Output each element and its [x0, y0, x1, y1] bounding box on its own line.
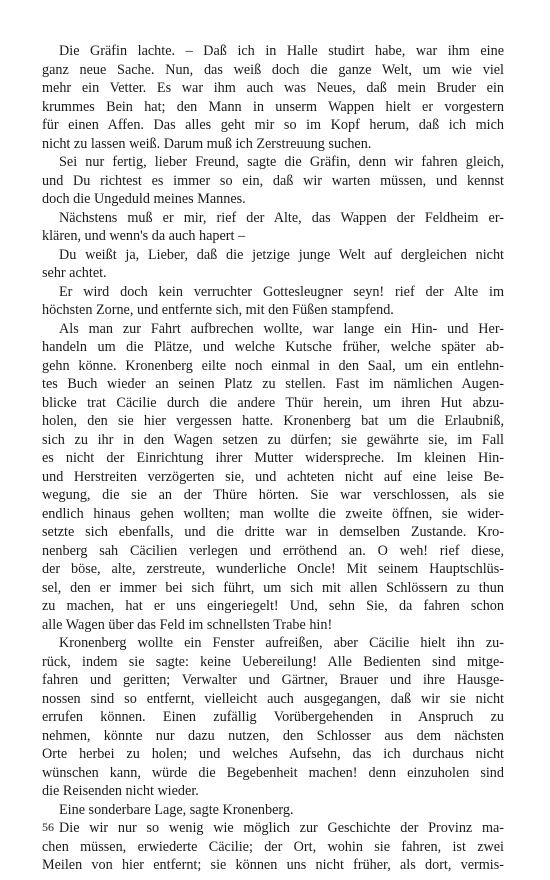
text-line: Kronenberg wollte ein Fenster aufreißen, aber Cäcilie hielt ihn zu- — [59, 635, 504, 651]
text-line: die Reisenden nicht wieder. — [42, 783, 199, 799]
text-line: holen, den sie hier vergessen hatte. Kronenberg bat um die Erlaubniß, — [42, 413, 504, 429]
text-line: Du weißt ja, Lieber, daß die jetzige junge Welt auf dergleichen nicht — [59, 246, 504, 263]
text-line: höchsten Zorne, und entfernte sich, mit den Füßen stampfend. — [42, 302, 394, 318]
text-line: Er wird doch kein verruchter Gottesleugner seyn! rief der Alte im — [59, 283, 504, 300]
text-line: der böse, alte, zerstreute, wunderliche Oncle! Mit seinem Hauptschlüs- — [42, 561, 504, 577]
text-line: nossen sind so entfernt, vielleicht auch ausgegangen, daß wir sie nicht — [42, 690, 504, 707]
text-line: und Du richtest es immer so ein, daß wir warten müssen, und kennst — [42, 172, 504, 189]
text-line: sel, den er immer bei sich führt, um sich mit allen Schlössern zu thun — [42, 579, 504, 596]
text-line: wegung, die sie an der Thüre hörten. Sie war verschlossen, als sie — [42, 487, 504, 503]
text-line: sehr achtet. — [42, 265, 107, 281]
text-line: klären, und wenn's da auch hapert – — [42, 228, 246, 244]
text-line: zu machen, hat er uns eingeriegelt! Und, sehn Sie, da fahren schon — [42, 598, 504, 614]
text-line: Als man zur Fahrt aufbrechen wollte, war lange ein Hin- und Her- — [59, 320, 504, 337]
text-line: sich zu ihr in den Wagen setzen zu dürfen; sie gewährte sie, im Fall — [42, 431, 504, 448]
text-line: nehmen, könnte nur dazu nutzen, den Schlosser aus dem nächsten — [42, 727, 504, 744]
text-line: setzte sich ebenfalls, und die dritte war in demselben Zustande. Kro- — [42, 524, 504, 540]
text-line: handeln um die Plätze, und welche Kutsche früher, welche später ab- — [42, 339, 504, 355]
text-line: Nächstens muß er mir, rief der Alte, das Wappen der Feldheim er- — [59, 209, 504, 226]
text-line: mehr ein Vetter. Es war ihm auch was Neues, daß mein Bruder ein — [42, 80, 504, 96]
body-text — [42, 42, 504, 875]
text-line: Orte herbei zu holen; und welches Aufsehn, das ich durchaus nicht — [42, 746, 504, 762]
text-line: krummes Bein hat; den Mann in unserm Wappen hielt er vorgestern — [42, 98, 504, 115]
text-line: fahren und geritten; Verwalter und Gärtner, Brauer und ihre Hausge- — [42, 672, 504, 688]
text-line: Sei nur fertig, lieber Freund, sagte die Gräfin, denn wir fahren gleich, — [59, 154, 504, 170]
text-line: Die wir nur so wenig wie möglich zur Geschichte der Provinz ma- — [59, 820, 504, 836]
text-line: und Herstreiten verzögerten sie, und achteten nicht auf eine leise Be- — [42, 468, 504, 485]
text-line: es nicht der Einrichtung ihrer Mutter widerspreche. Im kleinen Hin- — [42, 450, 504, 466]
text-line: Meilen von hier entfernt; sie können uns nicht früher, als dort, vermis- — [42, 857, 504, 873]
text-line: für einen Affen. Das alles geht mir so im Kopf herum, daß ich mich — [42, 117, 504, 133]
text-line: nenberg sah Cäcilien verlegen und erröthend an. O weh! rief diese, — [42, 542, 504, 559]
text-line: blicke trat Cäcilie durch die andere Thür herein, um ihren Hut abzu- — [42, 394, 504, 411]
text-line: chen müssen, erwiederte Cäcilie; der Ort, wohin sie fahren, ist zwei — [42, 838, 504, 855]
text-line: rück, indem sie sagte: keine Uebereilung! Alle Bedienten sind mitge- — [42, 653, 504, 670]
text-line: Eine sonderbare Lage, sagte Kronenberg. — [59, 801, 294, 818]
text-line: ganz neue Sache. Nun, das weiß doch die ganze Welt, um wie viel — [42, 61, 504, 78]
text-line: Die Gräfin lachte. – Daß ich in Halle studirt habe, war ihm eine — [59, 43, 504, 59]
text-line: nicht zu lassen weiß. Darum muß ich Zerstreuung suchen. — [42, 135, 372, 152]
page-number: 56 — [42, 820, 54, 834]
text-line: wünschen kann, würde die Begebenheit machen! denn einzuholen sind — [42, 764, 504, 781]
text-line: doch die Ungeduld meines Mannes. — [42, 191, 246, 207]
text-line: errufen können. Einen zufällig Vorübergehenden in Anspruch zu — [42, 709, 504, 725]
text-line: endlich hinaus gehen wollten; man wollte die zweite öffnen, sie wider- — [42, 505, 504, 522]
text-line: gehn könne. Kronenberg eilte noch einmal in den Saal, um ein entlehn- — [42, 357, 504, 374]
text-line: tes Buch wieder an seinen Platz zu stellen. Fast im nämlichen Augen- — [42, 376, 504, 392]
text-line: alle Wagen über das Feld im schnellsten Trabe hin! — [42, 616, 333, 633]
